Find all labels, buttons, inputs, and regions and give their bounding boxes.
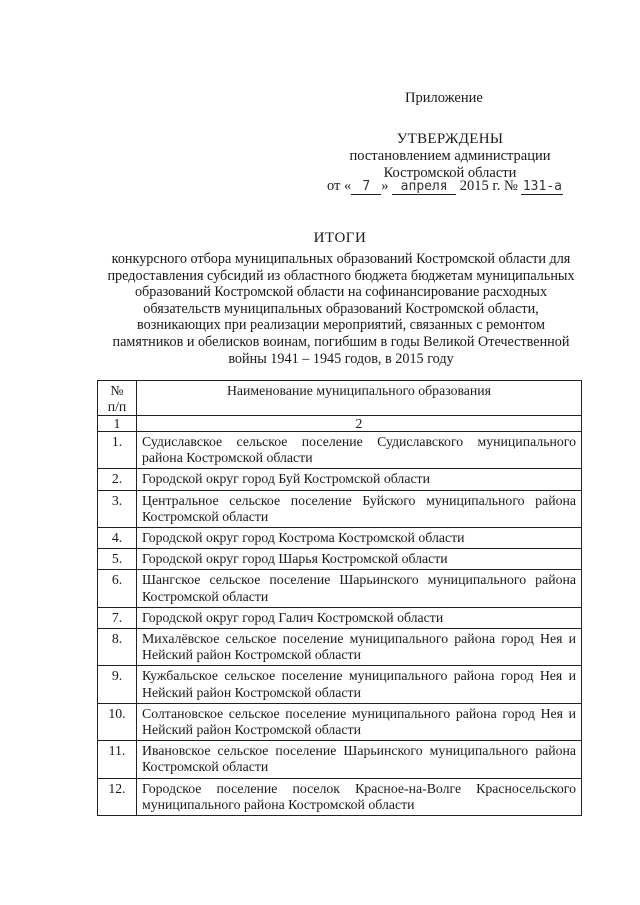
header-num-cell: [98, 381, 137, 416]
document-title: ИТОГИ: [313, 230, 367, 246]
row-num: 9.: [98, 666, 137, 703]
header-num-line2: п/п: [107, 399, 127, 414]
subtitle-line: образований Костромской области на софинансирование расходных: [134, 284, 548, 301]
row-name: Шангское сельское поселение Шарьинского муниципального района Костромской области: [137, 570, 582, 607]
row-num: 7.: [98, 607, 137, 628]
document-subtitle: [96, 251, 586, 367]
date-prefix: от «: [327, 178, 352, 194]
subtitle-line: предоставления субсидий из областного бюджета бюджетам муниципальных: [107, 267, 575, 284]
date-day: 7: [351, 179, 381, 195]
table-row: [98, 703, 582, 740]
table-header-row: [98, 381, 582, 416]
table-row: [98, 741, 582, 778]
subtitle-line: возникающих при реализации мероприятий, связанных с ремонтом: [137, 317, 545, 334]
row-name: Судиславское сельское поселение Судиславского муниципального района Костромской области: [137, 432, 582, 469]
table-row: [98, 778, 582, 815]
row-name: Городское поселение поселок Красное-на-Волге Красносельского муниципального района Костромской области: [137, 778, 582, 815]
row-num: 3.: [98, 490, 137, 527]
row-num: 2.: [98, 469, 137, 490]
appendix-label: Приложение: [405, 90, 483, 106]
row-num: 5.: [98, 549, 137, 570]
approval-block: [300, 131, 600, 182]
table-row: [98, 666, 582, 703]
approved-by-line1: постановлением администрации: [349, 148, 551, 164]
row-num: 12.: [98, 778, 137, 815]
date-month: апреля: [392, 179, 456, 195]
row-name: Городской округ город Шарья Костромской области: [137, 549, 582, 570]
row-name: Кужбальское сельское поселение муниципального района город Нея и Нейский район Костромской области: [137, 666, 582, 703]
row-num: 4.: [98, 528, 137, 549]
header-num-line1: №: [110, 383, 124, 398]
row-num: 10.: [98, 703, 137, 740]
column-number: 1: [98, 416, 137, 432]
row-name: Городской округ город Буй Костромской области: [137, 469, 582, 490]
column-number-row: [98, 416, 582, 432]
row-name: Городской округ город Галич Костромской области: [137, 607, 582, 628]
table-row: [98, 607, 582, 628]
header-name-cell: Наименование муниципального образования: [137, 381, 582, 416]
decree-number: 131-а: [522, 179, 562, 194]
approved-by-line2: Костромской области: [383, 165, 517, 181]
date-quote-close: »: [381, 178, 389, 194]
row-name: Солтановское сельское поселение муниципального района город Нея и Нейский район Костромской области: [137, 703, 582, 740]
table-row: [98, 528, 582, 549]
table-row: [98, 570, 582, 607]
row-num: 8.: [98, 629, 137, 666]
date-year: 2015 г.: [459, 178, 501, 194]
row-num: 1.: [98, 432, 137, 469]
subtitle-line: конкурсного отбора муниципальных образований Костромской области для: [111, 251, 571, 267]
subtitle-line: обязательств муниципальных образований Костромской области,: [143, 300, 539, 317]
table-row: [98, 490, 582, 527]
row-name: Центральное сельское поселение Буйского муниципального района Костромской области: [137, 490, 582, 527]
row-name: Михалёвское сельское поселение муниципального района город Нея и Нейский район Костромской области: [137, 629, 582, 666]
table-row: [98, 549, 582, 570]
row-num: 11.: [98, 741, 137, 778]
subtitle-line: войны 1941 – 1945 годов, в 2015 году: [228, 350, 454, 367]
results-table: [97, 380, 582, 816]
table-row: [98, 629, 582, 666]
subtitle-line: памятников и обелисков воинам, погибшим в годы Великой Отечественной: [112, 333, 570, 350]
row-num: 6.: [98, 570, 137, 607]
decree-date-line: [327, 178, 563, 195]
row-name: Городской округ город Кострома Костромской области: [137, 528, 582, 549]
column-number: 2: [137, 416, 582, 432]
row-name: Ивановское сельское поселение Шарьинского муниципального района Костромской области: [137, 741, 582, 778]
number-sign: №: [503, 178, 518, 194]
table-row: [98, 469, 582, 490]
table-row: [98, 432, 582, 469]
approved-heading: УТВЕРЖДЕНЫ: [396, 131, 504, 147]
